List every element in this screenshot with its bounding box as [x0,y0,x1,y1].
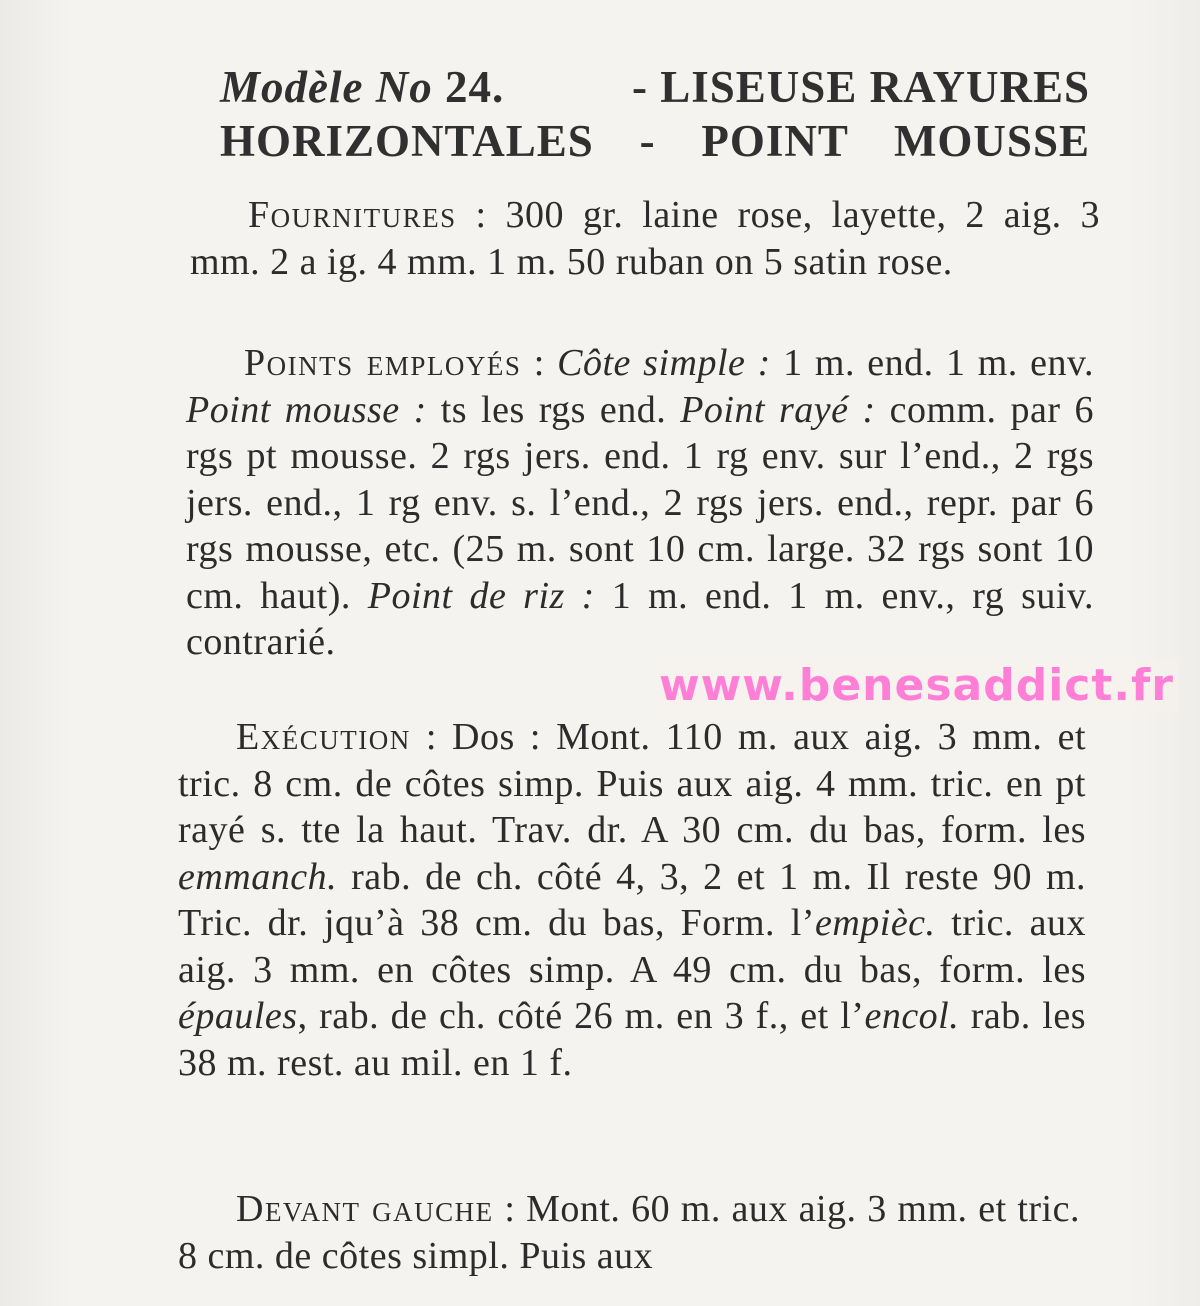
points-sep: : [521,342,558,384]
execution-italic-4: encol. [864,995,960,1037]
execution-text-5: rab. les 38 m. rest. au mil. en 1 f. [178,995,1087,1084]
devant-gauche-paragraph [178,1186,1080,1279]
cote-simple-label: Côte simple : [557,342,771,384]
execution-italic-3: épaules [178,995,298,1037]
model-label: Modèle No [220,62,433,112]
execution-italic-1: emmanch. [178,855,338,898]
execution-text-4: , rab. de ch. côté 26 m. en 3 f., et l’ [297,995,865,1037]
points-label: Points employés [244,342,522,384]
fournitures-text: : 300 gr. laine rose, layette, 2 aig. 3 mm. 2 a ig. 4 mm. 1 m. 50 ruban on 5 satin rose. [190,194,1100,283]
execution-text-1: : Dos : Mont. 110 m. aux aig. 3 mm. et tric. 8 cm. de côtes simp. Puis aux aig. 4 mm. tric. en pt rayé s. tte la haut. Trav. dr. A 30 cm. du bas, form. les [178,716,1086,851]
point-mousse-text: ts les rgs end. [426,388,681,431]
devant-gauche-label: Devant gauche [236,1188,494,1230]
points-paragraph [186,340,1094,666]
title-line-2-text: HORIZONTALES - POINT MOUSSE [220,116,1090,166]
execution-label: Exécution [236,716,411,758]
fournitures-paragraph [190,192,1100,285]
watermark-link[interactable]: www.benesaddict.fr [655,660,1178,711]
title-line-1 [220,60,1090,114]
point-riz-label: Point de riz : [367,574,595,617]
point-raye-label: Point rayé : [680,388,876,431]
model-number: 24. [444,62,505,112]
pattern-title [220,60,1090,168]
title-line-2 [220,114,1090,168]
devant-gauche-text: : Mont. 60 m. aux aig. 3 mm. et tric. 8 cm. de côtes simpl. Puis aux [178,1188,1080,1277]
execution-text-2: rab. de ch. côté 4, 3, 2 et 1 m. Il reste 90 m. Tric. dr. jqu’à 38 cm. du bas, Form. l’ [178,855,1086,944]
point-riz-text: 1 m. end. 1 m. env., rg suiv. contrarié. [186,574,1095,663]
execution-paragraph [178,714,1086,1086]
fournitures-label: Fournitures [248,194,457,236]
point-mousse-label: Point mousse : [186,388,427,431]
execution-italic-2: empièc. [814,902,936,944]
point-raye-text: comm. par 6 rgs pt mousse. 2 rgs jers. end. 1 rg env. sur l’end., 2 rgs jers. end., 1 rg env. s. l’end., 2 rgs jers. end., repr. par 6 rgs mousse, etc. (25 m. sont 10 cm. large. 32 rgs sont 10 cm. haut). [186,388,1094,617]
execution-text-3: tric. aux aig. 3 mm. en côtes simp. A 49 cm. du bas, form. les [178,902,1086,991]
title-line-1-rest: - LISEUSE RAYURES [632,62,1090,112]
cote-simple-text: 1 m. end. 1 m. env. [770,342,1094,384]
